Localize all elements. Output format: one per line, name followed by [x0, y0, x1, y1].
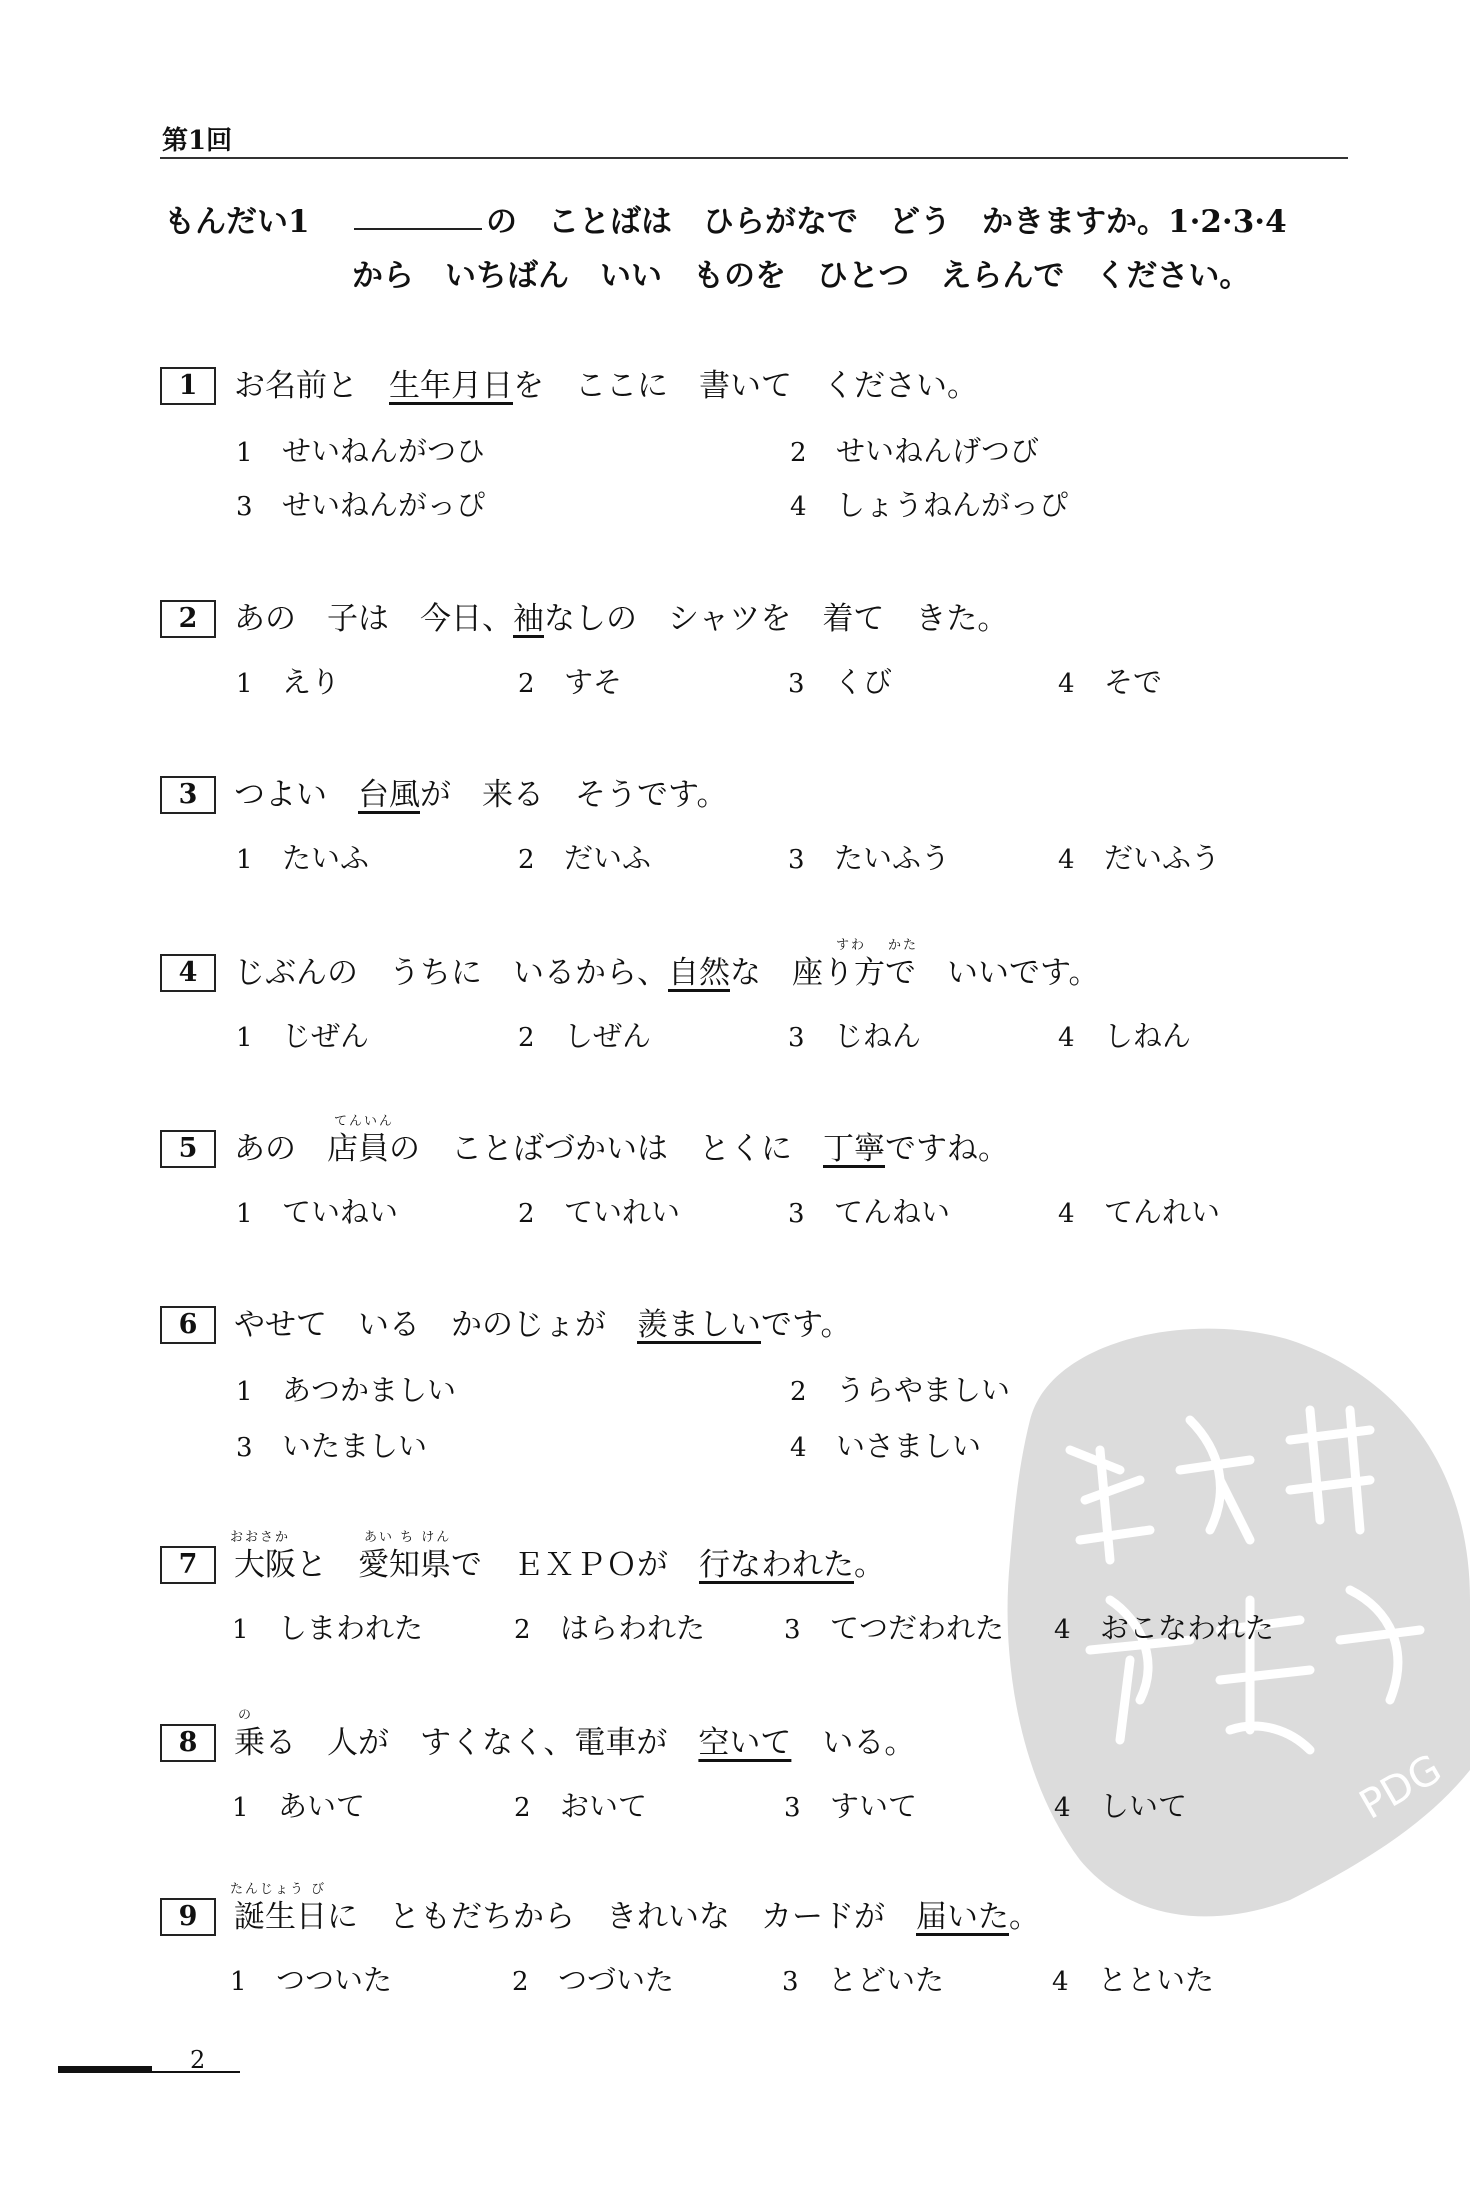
watermark-text: PDG — [1352, 1745, 1450, 1829]
option-text: ていれい — [564, 1195, 681, 1229]
option-number: 1 — [232, 1615, 249, 1645]
answer-option[interactable] — [518, 836, 651, 877]
section-label: 第1回 — [162, 126, 233, 156]
answer-option[interactable] — [1054, 1784, 1187, 1825]
option-text: しぜん — [564, 1019, 652, 1053]
answer-option[interactable] — [518, 1190, 680, 1231]
option-number: 3 — [236, 492, 253, 522]
stem-text: お名前と — [234, 368, 389, 404]
option-text: おいて — [560, 1789, 648, 1823]
question-4 — [0, 938, 1476, 1084]
option-number: 1 — [236, 438, 253, 468]
option-text: てつだわれた — [830, 1611, 1005, 1645]
answer-option[interactable] — [236, 1014, 369, 1055]
question-stem — [234, 1130, 1009, 1168]
option-text: たいふう — [834, 841, 951, 875]
answer-option[interactable] — [232, 1784, 365, 1825]
answer-option[interactable] — [790, 1368, 1010, 1409]
target-word: 自然 — [668, 955, 730, 991]
answer-option[interactable] — [236, 483, 485, 524]
target-word: 生年月日 — [389, 368, 513, 404]
answer-option[interactable] — [1058, 1190, 1220, 1231]
option-number: 2 — [514, 1615, 531, 1645]
furigana: たんじょう び — [230, 1882, 327, 1897]
option-number: 2 — [790, 438, 807, 468]
answer-option[interactable] — [518, 1014, 651, 1055]
option-text: すいて — [830, 1789, 918, 1823]
question-number: 5 — [160, 1130, 216, 1168]
option-text: おこなわれた — [1100, 1611, 1275, 1645]
answer-option[interactable] — [788, 1014, 921, 1055]
answer-option[interactable] — [1058, 1014, 1191, 1055]
option-text: つついた — [276, 1963, 393, 1997]
question-7 — [0, 1530, 1476, 1676]
question-number: 4 — [160, 954, 216, 992]
question-number: 9 — [160, 1898, 216, 1936]
option-text: だいふ — [564, 841, 652, 875]
option-text: たいふ — [282, 841, 370, 875]
question-number: 8 — [160, 1724, 216, 1762]
target-word: 行なわれた — [699, 1547, 854, 1583]
option-number: 2 — [518, 1199, 535, 1229]
target-word: 空いて — [698, 1725, 792, 1761]
option-number: 3 — [788, 845, 805, 875]
furigana: てんいん — [334, 1114, 395, 1129]
header-rule — [160, 157, 1348, 159]
option-number: 1 — [236, 1199, 253, 1229]
page-number: 2 — [190, 2046, 206, 2074]
option-text: しねん — [1104, 1019, 1192, 1053]
instruction-blank — [354, 228, 482, 230]
option-number: 2 — [790, 1377, 807, 1407]
target-word: 丁寧 — [823, 1131, 885, 1167]
target-word: 届いた — [916, 1899, 1009, 1935]
option-text: そで — [1104, 665, 1163, 699]
question-number: 2 — [160, 600, 216, 638]
answer-option[interactable] — [236, 836, 369, 877]
question-stem — [234, 1898, 1040, 1936]
answer-option[interactable] — [514, 1784, 647, 1825]
option-number: 3 — [788, 1023, 805, 1053]
target-word: 袖 — [513, 601, 544, 637]
answer-option[interactable] — [782, 1958, 944, 1999]
stem-text: ですね。 — [885, 1131, 1009, 1167]
target-word: 羨ましい — [637, 1307, 761, 1343]
stem-text: 乗る 人が すくなく、電車が — [234, 1725, 699, 1761]
option-number: 1 — [236, 1377, 253, 1407]
option-text: しいて — [1100, 1789, 1188, 1823]
answer-option[interactable] — [236, 1424, 427, 1465]
stem-text: を ここに 書いて ください。 — [513, 368, 978, 404]
stem-text: やせて いる かのじょが — [234, 1307, 637, 1343]
furigana: おおさか — [230, 1530, 291, 1545]
furigana: かた — [888, 938, 919, 953]
option-text: はらわれた — [560, 1611, 706, 1645]
answer-option[interactable] — [236, 660, 340, 701]
option-number: 4 — [1058, 845, 1075, 875]
question-2 — [0, 600, 1476, 730]
question-stem — [234, 1546, 885, 1584]
option-number: 4 — [1054, 1793, 1071, 1823]
answer-option[interactable] — [788, 1190, 950, 1231]
footer-rule — [58, 2071, 240, 2073]
question-stem — [234, 600, 1008, 638]
option-text: てんれい — [1104, 1195, 1221, 1229]
stem-text: 。 — [1009, 1899, 1040, 1935]
option-number: 3 — [236, 1433, 253, 1463]
answer-option[interactable] — [1052, 1958, 1214, 1999]
option-number: 3 — [782, 1967, 799, 1997]
target-word: 台風 — [358, 777, 420, 813]
stem-text: つよい — [234, 777, 358, 813]
option-text: あいて — [278, 1789, 366, 1823]
option-number: 4 — [1058, 669, 1075, 699]
option-text: じねん — [834, 1019, 922, 1053]
furigana: すわ — [836, 938, 867, 953]
stem-text: が 来る そうです。 — [420, 777, 728, 813]
answer-option[interactable] — [236, 429, 485, 470]
option-number: 4 — [1052, 1967, 1069, 1997]
answer-option[interactable] — [1058, 836, 1220, 877]
option-number: 4 — [1054, 1615, 1071, 1645]
option-text: せいねんがっぴ — [282, 488, 486, 522]
answer-option[interactable] — [236, 1368, 456, 1409]
question-stem — [234, 954, 1100, 992]
furigana: の — [238, 1708, 254, 1723]
problem-title: もんだい1 — [164, 204, 310, 240]
stem-text: じぶんの うちに いるから、 — [234, 955, 668, 991]
option-number: 2 — [514, 1793, 531, 1823]
option-number: 1 — [232, 1793, 249, 1823]
answer-option[interactable] — [788, 836, 950, 877]
question-9 — [0, 1882, 1476, 2028]
option-text: つづいた — [558, 1963, 675, 1997]
option-text: とどいた — [828, 1963, 945, 1997]
option-text: しょうねんがっぴ — [836, 488, 1069, 522]
answer-option[interactable] — [784, 1606, 1004, 1647]
answer-option[interactable] — [790, 1424, 981, 1465]
stem-text: あの 店員の ことばづかいは とくに — [234, 1131, 823, 1167]
question-stem — [234, 776, 728, 814]
answer-option[interactable] — [1058, 660, 1162, 701]
question-3 — [0, 776, 1476, 906]
option-number: 4 — [1058, 1199, 1075, 1229]
answer-option[interactable] — [790, 483, 1068, 524]
answer-option[interactable] — [788, 660, 892, 701]
option-number: 2 — [518, 845, 535, 875]
option-text: うらやましい — [836, 1373, 1011, 1407]
question-8 — [0, 1708, 1476, 1854]
option-number: 4 — [1058, 1023, 1075, 1053]
option-text: せいねんげつび — [836, 434, 1040, 468]
option-text: ていねい — [282, 1195, 399, 1229]
stem-text: 大阪と 愛知県で ＥＸＰＯが — [234, 1547, 699, 1583]
answer-option[interactable] — [784, 1784, 917, 1825]
answer-option[interactable] — [232, 1606, 423, 1647]
option-text: せいねんがつひ — [282, 434, 486, 468]
answer-option[interactable] — [230, 1958, 392, 1999]
answer-option[interactable] — [512, 1958, 674, 1999]
question-number: 3 — [160, 776, 216, 814]
stem-text: な 座り方で いいです。 — [730, 955, 1100, 991]
question-5 — [0, 1114, 1476, 1260]
option-text: いたましい — [282, 1429, 428, 1463]
option-number: 2 — [512, 1967, 529, 1997]
furigana: あい ち けん — [364, 1530, 452, 1545]
option-text: あつかましい — [282, 1373, 457, 1407]
answer-option[interactable] — [518, 660, 622, 701]
option-text: とといた — [1098, 1963, 1215, 1997]
option-text: くび — [834, 665, 893, 699]
question-number: 7 — [160, 1546, 216, 1584]
option-text: じぜん — [282, 1019, 370, 1053]
stem-text: です。 — [761, 1307, 852, 1343]
option-text: てんねい — [834, 1195, 951, 1229]
answer-option[interactable] — [514, 1606, 705, 1647]
question-stem — [234, 1724, 915, 1762]
option-number: 3 — [784, 1615, 801, 1645]
question-stem — [234, 367, 978, 405]
option-number: 1 — [236, 669, 253, 699]
option-number: 1 — [230, 1967, 247, 1997]
answer-option[interactable] — [236, 1190, 398, 1231]
option-number: 3 — [784, 1793, 801, 1823]
answer-option[interactable] — [1054, 1606, 1274, 1647]
option-number: 3 — [788, 669, 805, 699]
stem-text: 。 — [854, 1547, 885, 1583]
question-1 — [0, 367, 1476, 522]
instruction-line-2: から いちばん いい ものを ひとつ えらんで ください。 — [352, 258, 1251, 294]
question-number: 1 — [160, 367, 216, 405]
option-number: 4 — [790, 1433, 807, 1463]
question-number: 6 — [160, 1306, 216, 1344]
option-text: いさましい — [836, 1429, 982, 1463]
stem-text: なしの シャツを 着て きた。 — [544, 601, 1009, 637]
option-number: 2 — [518, 669, 535, 699]
option-number: 1 — [236, 1023, 253, 1053]
stem-text: 誕生日に ともだちから きれいな カードが — [234, 1899, 916, 1935]
option-text: だいふう — [1104, 841, 1221, 875]
stem-text: あの 子は 今日、 — [234, 601, 513, 637]
option-number: 4 — [790, 492, 807, 522]
option-text: しまわれた — [278, 1611, 424, 1645]
answer-option[interactable] — [790, 429, 1039, 470]
option-number: 1 — [236, 845, 253, 875]
instruction-line-1: の ことばは ひらがなで どう かきますか。1·2·3·4 — [486, 204, 1287, 240]
option-text: えり — [282, 665, 341, 699]
option-number: 2 — [518, 1023, 535, 1053]
stem-text: いる。 — [791, 1725, 916, 1761]
option-text: すそ — [564, 665, 623, 699]
question-stem — [234, 1306, 852, 1344]
option-number: 3 — [788, 1199, 805, 1229]
